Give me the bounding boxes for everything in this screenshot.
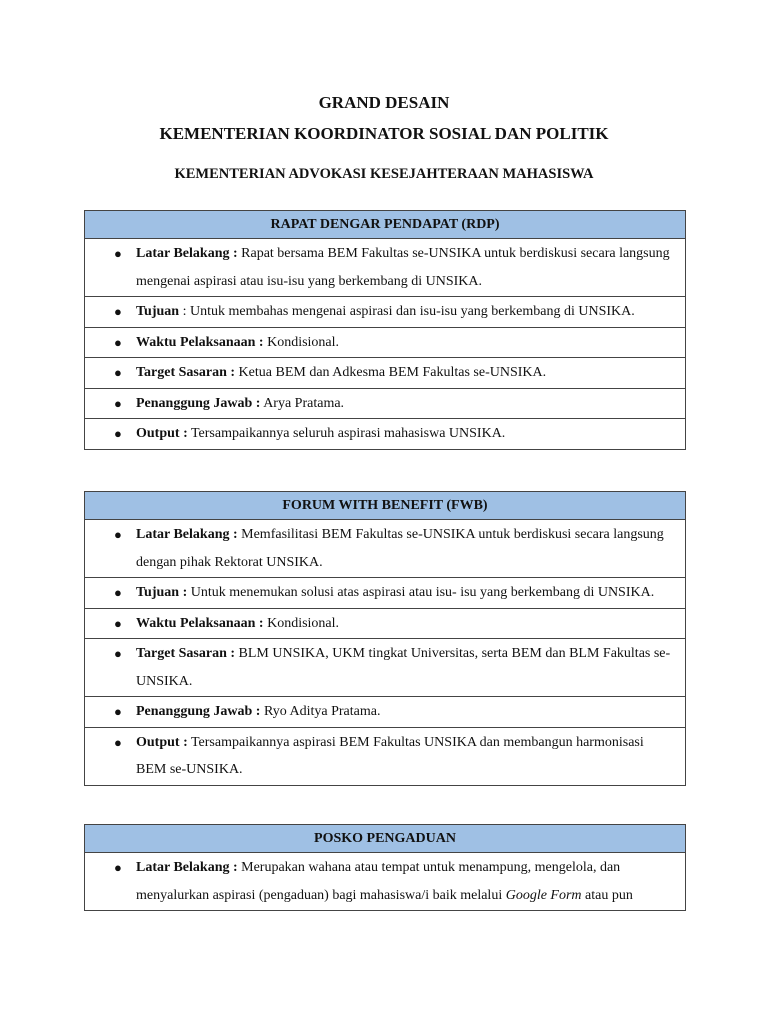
bullet-icon: ●: [114, 615, 122, 631]
item-text-tail: atau pun: [581, 887, 633, 903]
item-label: Tujuan: [136, 304, 180, 319]
item-label: Latar Belakang :: [136, 860, 238, 875]
item-text: Ryo Aditya Pratama.: [260, 704, 381, 719]
bullet-icon: ●: [114, 734, 122, 750]
item-text: Untuk menemukan solusi atas aspirasi atau isu- isu yang berkembang di UNSIKA.: [187, 585, 655, 600]
bullet-icon: ●: [114, 646, 122, 661]
section-rdp: [84, 210, 686, 450]
item-label: Waktu Pelaksanaan :: [136, 615, 264, 631]
item-text: Kondisional.: [263, 334, 340, 350]
item-label: Latar Belakang :: [136, 527, 238, 542]
item-label: Output :: [136, 734, 188, 750]
item-text: Tersampaikannya aspirasi BEM Fakultas UNSIKA dan membangun harmonisasi BEM se-UNSIKA.: [136, 734, 644, 777]
ministry-coordinator-title: KEMENTERIAN KOORDINATOR SOSIAL DAN POLITIK: [159, 124, 609, 143]
item-text: Merupakan wahana atau tempat untuk menampung, mengelola, dan menyalurkan aspirasi (pengaduan) bagi mahasiswa/i baik melalui: [136, 860, 621, 903]
ministry-advocacy-title: KEMENTERIAN ADVOKASI KESEJAHTERAAN MAHASISWA: [174, 166, 594, 182]
bullet-icon: ●: [114, 585, 122, 600]
item-text: Tersampaikannya seluruh aspirasi mahasiswa UNSIKA.: [187, 426, 506, 441]
section-posko-pengaduan: [84, 824, 686, 911]
list-item: [85, 697, 685, 728]
item-text: Memfasilitasi BEM Fakultas se-UNSIKA untuk berdiskusi secara langsung dengan pihak Rektorat UNSIKA.: [136, 527, 664, 570]
section-header: RAPAT DENGAR PENDAPAT (RDP): [85, 211, 685, 239]
bullet-icon: ●: [114, 527, 122, 542]
item-label: Tujuan :: [136, 585, 188, 600]
list-item: [85, 578, 685, 609]
item-label: Waktu Pelaksanaan :: [136, 334, 264, 350]
list-item: [85, 728, 685, 785]
list-item: [85, 419, 685, 449]
item-text: : Untuk membahas mengenai aspirasi dan isu-isu yang berkembang di UNSIKA.: [179, 304, 635, 319]
section-header: POSKO PENGADUAN: [85, 825, 685, 853]
list-item: [85, 358, 685, 389]
item-label: Output :: [136, 426, 188, 441]
bullet-icon: ●: [114, 334, 122, 350]
item-text: Rapat bersama BEM Fakultas se-UNSIKA untuk berdiskusi secara langsung mengenai aspirasi atau isu-isu yang berkembang di UNSIKA.: [136, 246, 670, 289]
bullet-icon: ●: [114, 704, 122, 719]
item-text: Ketua BEM dan Adkesma BEM Fakultas se-UNSIKA.: [235, 365, 547, 380]
item-text: Arya Pratama.: [260, 395, 345, 411]
list-item: [85, 609, 685, 640]
list-item: [85, 520, 685, 578]
section-header: FORUM WITH BENEFIT (FWB): [85, 492, 685, 520]
item-label: Target Sasaran :: [136, 646, 236, 661]
bullet-icon: ●: [114, 365, 122, 380]
list-item: [85, 389, 685, 420]
bullet-icon: ●: [114, 860, 122, 875]
bullet-icon: ●: [114, 246, 122, 261]
list-item: [85, 239, 685, 297]
list-item: [85, 853, 685, 910]
list-item: [85, 639, 685, 697]
bullet-icon: ●: [114, 395, 122, 411]
item-label: Penanggung Jawab :: [136, 395, 261, 411]
item-label: Target Sasaran :: [136, 365, 236, 380]
section-fwb: [84, 491, 686, 786]
item-text: Kondisional.: [263, 615, 340, 631]
item-label: Latar Belakang :: [136, 246, 238, 261]
list-item: [85, 328, 685, 359]
item-text: BLM UNSIKA, UKM tingkat Universitas, serta BEM dan BLM Fakultas se-UNSIKA.: [136, 646, 671, 689]
item-label: Penanggung Jawab :: [136, 704, 261, 719]
bullet-icon: ●: [114, 426, 122, 441]
document-title: GRAND DESAIN: [318, 93, 450, 112]
bullet-icon: ●: [114, 304, 122, 319]
list-item: [85, 297, 685, 328]
item-italic-text: Google Form: [505, 887, 582, 903]
